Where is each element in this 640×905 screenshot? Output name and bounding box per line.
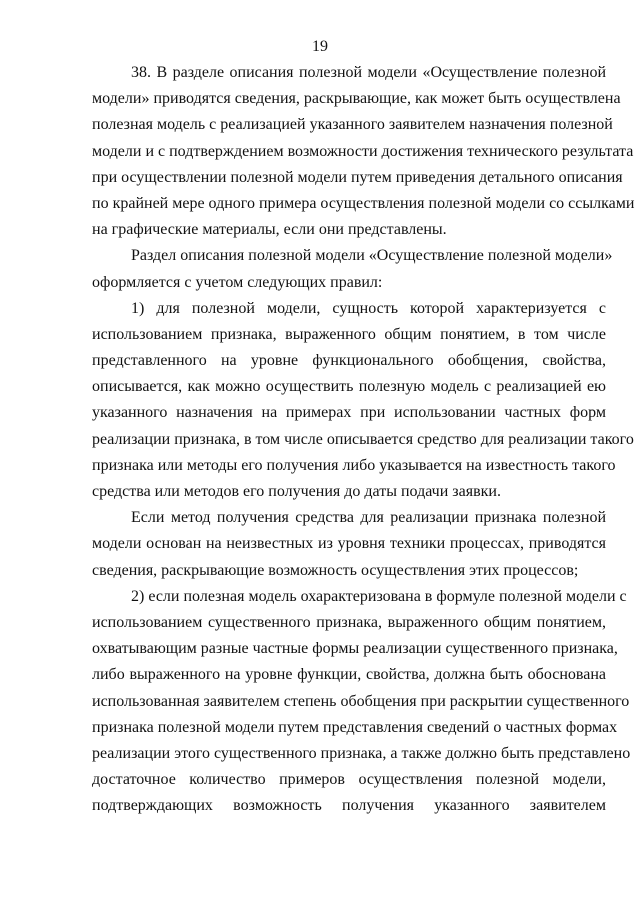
text-line: представленного на уровне функционального обобщения, свойства, (92, 352, 606, 370)
text-line: сведения, раскрывающие возможность осуществления этих процессов; (92, 561, 579, 579)
text-line: при осуществлении полезной модели путем приведения детального описания (92, 168, 623, 186)
paragraph-2 (92, 243, 613, 295)
text-line: признака или методы его получения либо указывается на известность такого (92, 456, 616, 474)
text-line: модели основан на неизвестных из уровня техники процессах, приводятся (92, 535, 606, 553)
text-line: модели и с подтверждением возможности достижения технического результата (92, 142, 634, 160)
text-line: Если метод получения средства для реализации признака полезной (131, 509, 606, 527)
text-line: описывается, как можно осуществить полезную модель с реализацией ею (92, 378, 606, 396)
text-line: использованием существенного признака, выраженного общим понятием, (92, 613, 606, 631)
text-line: модели» приводятся сведения, раскрывающие, как может быть осуществлена (92, 90, 621, 108)
paragraph-5 (92, 584, 631, 820)
text-line: указанного назначения на примерах при использовании частных форм (92, 404, 606, 422)
text-line: 1) для полезной модели, сущность которой характеризуется с (131, 299, 606, 317)
text-line: на графические материалы, если они представлены. (92, 221, 447, 239)
text-line: признака полезной модели путем представления сведений о частных формах (92, 718, 618, 736)
paragraph-1 (92, 60, 635, 243)
text-line: 2) если полезная модель охарактеризована в формуле полезной модели с (131, 587, 627, 605)
text-line: 38. В разделе описания полезной модели «Осуществление полезной (131, 64, 606, 81)
text-line: достаточное количество примеров осуществления полезной модели, (92, 771, 606, 789)
text-line: по крайней мере одного примера осуществления полезной модели со ссылками (92, 194, 635, 212)
text-line: средства или методов его получения до даты подачи заявки. (92, 483, 501, 500)
document-body (92, 60, 635, 819)
text-line: использованная заявителем степень обобщения при раскрытии существенного (92, 692, 630, 710)
text-line: реализации признака, в том числе описывается средство для реализации такого (92, 430, 634, 448)
text-line: подтверждающих возможность получения указанного заявителем (92, 797, 606, 815)
text-line: использованием признака, выраженного общим понятием, в том числе (92, 325, 606, 343)
text-line: полезная модель с реализацией указанного заявителем назначения полезной (92, 116, 613, 134)
text-line: либо выраженного на уровне функции, свойства, должна быть обоснована (92, 666, 606, 684)
text-line: оформляется с учетом следующих правил: (92, 273, 383, 291)
paragraph-4 (92, 505, 606, 584)
page-number: 19 (312, 38, 328, 55)
text-line: охватывающим разные частные формы реализации существенного признака, (92, 640, 618, 658)
text-line: реализации этого существенного признака, а также должно быть представлено (92, 744, 631, 762)
paragraph-3 (92, 296, 634, 506)
text-line: Раздел описания полезной модели «Осуществление полезной модели» (131, 247, 613, 265)
